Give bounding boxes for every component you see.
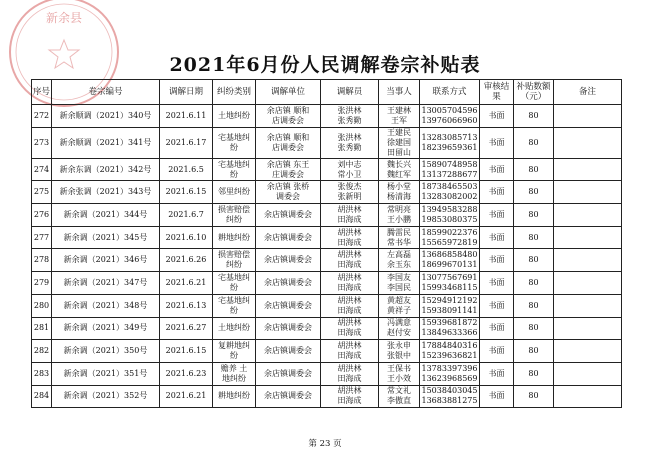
row-result: 书面 [480, 272, 514, 295]
header-unit: 调解单位 [256, 80, 321, 105]
row-amount: 80 [514, 317, 554, 340]
table-row [32, 105, 622, 128]
header-date: 调解日期 [160, 80, 213, 105]
row-unit: 余店镇 张桥 调委会 [256, 181, 321, 204]
row-mediator: 胡洪林 田海成 [321, 294, 379, 317]
row-amount: 80 [514, 340, 554, 363]
row-no: 274 [32, 158, 52, 181]
row-date: 2021.6.13 [160, 294, 213, 317]
row-unit: 余店镇 顺和 店调委会 [256, 105, 321, 128]
row-result: 书面 [480, 105, 514, 128]
row-parties: 常文礼 李傲直 [379, 385, 420, 408]
row-date: 2021.6.23 [160, 362, 213, 385]
row-amount: 80 [514, 249, 554, 272]
row-no: 279 [32, 272, 52, 295]
row-amount: 80 [514, 362, 554, 385]
row-amount: 80 [514, 294, 554, 317]
table-header-row [32, 80, 622, 105]
row-note [554, 362, 622, 385]
row-parties: 左高磊 余玉东 [379, 249, 420, 272]
header-amount: 补贴数额（元） [514, 80, 554, 105]
row-type: 复耕地纠 纷 [213, 340, 256, 363]
row-result: 书面 [480, 362, 514, 385]
row-parties: 腾雷民 常书华 [379, 226, 420, 249]
row-date: 2021.6.27 [160, 317, 213, 340]
row-case-id: 新余调（2021）344号 [52, 204, 160, 227]
row-mediator: 张俊杰 张新明 [321, 181, 379, 204]
row-phones: 13783397396 13623968569 [420, 362, 480, 385]
row-no: 284 [32, 385, 52, 408]
table-row [32, 340, 622, 363]
row-phones: 15294912192 15938091141 [420, 294, 480, 317]
row-amount: 80 [514, 272, 554, 295]
row-result: 书面 [480, 204, 514, 227]
row-no: 278 [32, 249, 52, 272]
row-unit: 余店镇调委会 [256, 385, 321, 408]
row-parties: 张永申 张银中 [379, 340, 420, 363]
row-amount: 80 [514, 226, 554, 249]
row-result: 书面 [480, 127, 514, 158]
row-mediator: 胡洪林 田海成 [321, 340, 379, 363]
row-phones: 15038403045 13683881275 [420, 385, 480, 408]
header-mediator: 调解员 [321, 80, 379, 105]
row-mediator: 胡洪林 田海成 [321, 317, 379, 340]
header-result: 审核结果 [480, 80, 514, 105]
row-phones: 18738465503 13283082002 [420, 181, 480, 204]
row-note [554, 105, 622, 128]
table-row [32, 272, 622, 295]
row-note [554, 272, 622, 295]
table-row [32, 127, 622, 158]
row-parties: 李国友 李国民 [379, 272, 420, 295]
row-result: 书面 [480, 158, 514, 181]
row-case-id: 新余调（2021）351号 [52, 362, 160, 385]
row-no: 282 [32, 340, 52, 363]
row-note [554, 158, 622, 181]
row-date: 2021.6.15 [160, 181, 213, 204]
row-phones: 15939681872 13849633366 [420, 317, 480, 340]
row-amount: 80 [514, 385, 554, 408]
row-parties: 魏长兴 魏红军 [379, 158, 420, 181]
row-phones: 13949583288 19853080375 [420, 204, 480, 227]
row-type: 宅基地纠 纷 [213, 294, 256, 317]
row-type: 耕地纠纷 [213, 226, 256, 249]
row-unit: 余店镇调委会 [256, 204, 321, 227]
row-result: 书面 [480, 294, 514, 317]
row-type: 宅基地纠 纷 [213, 272, 256, 295]
row-unit: 余店镇 顺和 店调委会 [256, 127, 321, 158]
row-type: 损害赔偿 纠纷 [213, 204, 256, 227]
row-date: 2021.6.15 [160, 340, 213, 363]
row-result: 书面 [480, 181, 514, 204]
row-amount: 80 [514, 204, 554, 227]
page-title: 2021年6月份人民调解卷宗补贴表 [169, 54, 481, 76]
row-no: 276 [32, 204, 52, 227]
header-type: 纠纷类别 [213, 80, 256, 105]
header-case-id: 卷宗编号 [52, 80, 160, 105]
row-type: 土地纠纷 [213, 105, 256, 128]
row-case-id: 新余调（2021）352号 [52, 385, 160, 408]
row-parties: 王建林 王军 [379, 105, 420, 128]
row-result: 书面 [480, 340, 514, 363]
row-mediator: 张洪林 张秀勤 [321, 127, 379, 158]
row-date: 2021.6.5 [160, 158, 213, 181]
row-case-id: 新余调（2021）346号 [52, 249, 160, 272]
header-note: 备注 [554, 80, 622, 105]
table-row [32, 204, 622, 227]
row-date: 2021.6.10 [160, 226, 213, 249]
row-note [554, 317, 622, 340]
row-type: 土地纠纷 [213, 317, 256, 340]
subsidy-table [31, 79, 622, 408]
table-row [32, 249, 622, 272]
row-no: 280 [32, 294, 52, 317]
row-result: 书面 [480, 226, 514, 249]
row-date: 2021.6.26 [160, 249, 213, 272]
row-case-id: 新余顺调（2021）340号 [52, 105, 160, 128]
row-unit: 余店镇调委会 [256, 226, 321, 249]
row-parties: 王建民 徐建国 田留山 [379, 127, 420, 158]
row-amount: 80 [514, 105, 554, 128]
row-mediator: 胡洪林 田海成 [321, 226, 379, 249]
page-number: 第 23 页 [308, 439, 342, 449]
table-row [32, 294, 622, 317]
table-row [32, 226, 622, 249]
row-unit: 余店镇调委会 [256, 249, 321, 272]
header-no: 序号 [32, 80, 52, 105]
row-mediator: 胡洪林 田海成 [321, 272, 379, 295]
row-amount: 80 [514, 158, 554, 181]
row-note [554, 249, 622, 272]
row-phones: 17884840316 15239636821 [420, 340, 480, 363]
row-note [554, 181, 622, 204]
row-note [554, 127, 622, 158]
row-case-id: 新余东调（2021）342号 [52, 158, 160, 181]
row-mediator: 胡洪林 田海成 [321, 204, 379, 227]
row-mediator: 张洪林 张秀勤 [321, 105, 379, 128]
row-note [554, 294, 622, 317]
row-note [554, 204, 622, 227]
row-case-id: 新余调（2021）350号 [52, 340, 160, 363]
row-parties: 冯满意 赵付安 [379, 317, 420, 340]
row-amount: 80 [514, 127, 554, 158]
row-note [554, 340, 622, 363]
seal-text: 新余县 [45, 11, 83, 25]
row-unit: 余店镇调委会 [256, 340, 321, 363]
row-type: 赡养 土 地纠纷 [213, 362, 256, 385]
row-date: 2021.6.17 [160, 127, 213, 158]
row-no: 281 [32, 317, 52, 340]
row-type: 宅基地纠 纷 [213, 158, 256, 181]
row-mediator: 胡洪林 田海成 [321, 249, 379, 272]
row-unit: 余店镇调委会 [256, 317, 321, 340]
row-note [554, 226, 622, 249]
row-unit: 余店镇调委会 [256, 272, 321, 295]
row-case-id: 新余调（2021）348号 [52, 294, 160, 317]
table-row [32, 158, 622, 181]
row-unit: 余店镇调委会 [256, 294, 321, 317]
row-no: 277 [32, 226, 52, 249]
table-row [32, 181, 622, 204]
row-no: 272 [32, 105, 52, 128]
row-no: 273 [32, 127, 52, 158]
row-case-id: 新余调（2021）349号 [52, 317, 160, 340]
row-phones: 18599022376 15565972819 [420, 226, 480, 249]
row-result: 书面 [480, 249, 514, 272]
row-case-id: 新余调（2021）347号 [52, 272, 160, 295]
row-result: 书面 [480, 385, 514, 408]
row-date: 2021.6.21 [160, 385, 213, 408]
row-phones: 13686858480 18699670131 [420, 249, 480, 272]
row-type: 宅基地纠 纷 [213, 127, 256, 158]
row-parties: 黄超友 黄祥子 [379, 294, 420, 317]
row-mediator: 胡洪林 田海成 [321, 362, 379, 385]
row-phones: 13077567691 15993468115 [420, 272, 480, 295]
row-mediator: 胡洪林 田海成 [321, 385, 379, 408]
row-date: 2021.6.11 [160, 105, 213, 128]
row-type: 损害赔偿 纠纷 [213, 249, 256, 272]
row-date: 2021.6.7 [160, 204, 213, 227]
table-row [32, 385, 622, 408]
row-type: 邻里纠纷 [213, 181, 256, 204]
row-parties: 王保书 王小效 [379, 362, 420, 385]
row-unit: 余店镇 东王 庄调委会 [256, 158, 321, 181]
header-phones: 联系方式 [420, 80, 480, 105]
row-result: 书面 [480, 317, 514, 340]
row-type: 耕地纠纷 [213, 385, 256, 408]
row-parties: 常明亮 王小鹏 [379, 204, 420, 227]
row-no: 283 [32, 362, 52, 385]
row-case-id: 新余顺调（2021）341号 [52, 127, 160, 158]
row-date: 2021.6.21 [160, 272, 213, 295]
table-row [32, 362, 622, 385]
row-amount: 80 [514, 181, 554, 204]
row-phones: 15890748958 13137288677 [420, 158, 480, 181]
row-mediator: 刘中志 常小卫 [321, 158, 379, 181]
row-note [554, 385, 622, 408]
row-unit: 余店镇调委会 [256, 362, 321, 385]
header-parties: 当事人 [379, 80, 420, 105]
row-no: 275 [32, 181, 52, 204]
table-body [32, 105, 622, 408]
row-parties: 杨小堂 杨清海 [379, 181, 420, 204]
row-case-id: 新余张调（2021）343号 [52, 181, 160, 204]
row-phones: 13005704596 13976066960 [420, 105, 480, 128]
row-case-id: 新余调（2021）345号 [52, 226, 160, 249]
table-row [32, 317, 622, 340]
row-phones: 13283085713 18239659361 [420, 127, 480, 158]
